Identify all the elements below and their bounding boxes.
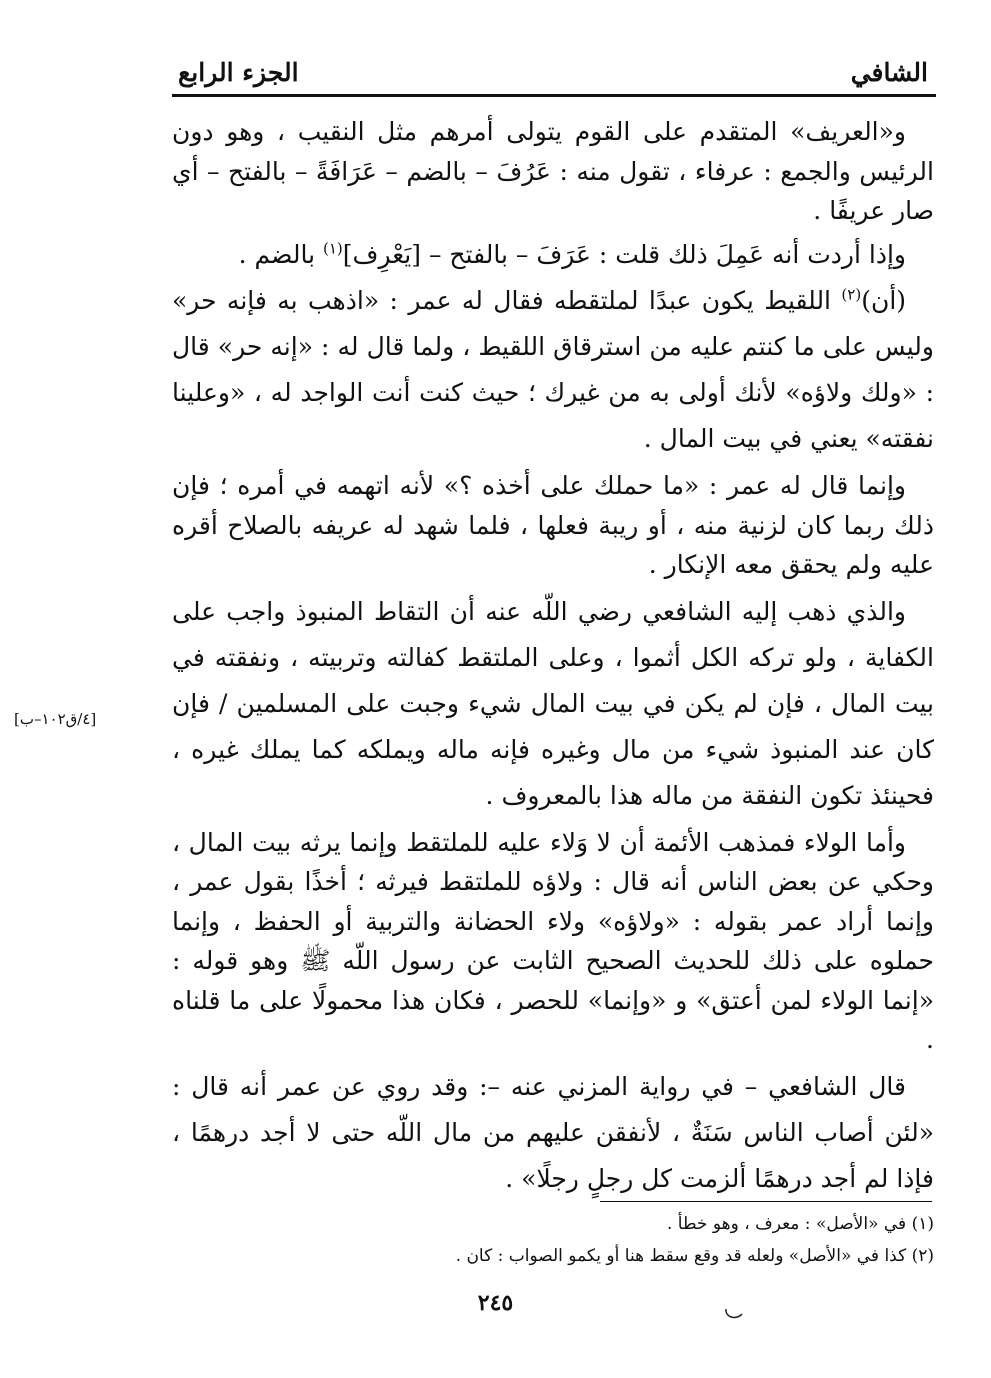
- footnote-2: (٢) كذا في «الأصل» ولعله قد وقع سقط هنا أو يكمو الصواب : كان .: [455, 1246, 934, 1266]
- main-text: [172, 112, 934, 1206]
- paragraph-3-text: اللقيط يكون عبدًا لملتقطه فقال له عمر : «اذهب به فإنه حر» وليس على ما كنتم عليه من استرقاق اللقيط ، ولما قال له : «إنه حر» قال : «ولك ولاؤه» لأنك أولى به من غيرك ؛ حيث كنت أنت الواجد له ، «وعلينا نفقته» يعني في بيت المال .: [172, 286, 934, 453]
- page-number: ٢٤٥: [477, 1290, 514, 1316]
- book-title: الشافي: [850, 58, 928, 87]
- footnote-rule: [600, 1201, 932, 1202]
- paragraph-6: وأما الولاء فمذهب الأئمة أن لا وَلاء عليه للملتقط وإنما يرثه بيت المال ، وحكي عن بعض الناس أنه قال : ولاؤه للملتقط فيرثه ؛ أخذًا بقول عمر ، وإنما أراد عمر بقوله : «ولاؤه» ولاء الحضانة والتربية أو الحفظ ، وإنما حملوه على ذلك للحديث الصحيح الثابت عن رسول اللّه ﷺ وهو قوله : «إنما الولاء لمن أعتق» و «وإنما» للحصر ، فكان هذا محمولًا على ما قلناه .: [172, 827, 934, 1054]
- paragraph-3: [172, 278, 934, 462]
- paragraph-2-tail: بالضم .: [238, 239, 323, 269]
- volume-title: الجزء الرابع: [178, 58, 299, 87]
- header-rule: [172, 94, 936, 97]
- manuscript-folio-note: [٤/ق١٠٢–ب]: [14, 710, 97, 728]
- paragraph-3-lead: (أن): [861, 286, 907, 315]
- footnote-ref-1: (١): [323, 239, 343, 258]
- paragraph-2: [172, 235, 934, 275]
- paragraph-1: و«العريف» المتقدم على القوم يتولى أمرهم مثل النقيب ، وهو دون الرئيس والجمع : عرفاء ، تقول منه : عَرُفَ – بالضم – عَرَافَةً – بالفتح – أي صار عريفًا .: [172, 117, 934, 225]
- paragraph-5: والذي ذهب إليه الشافعي رضي اللّه عنه أن التقاط المنبوذ واجب على الكفاية ، ولو تركه الكل أثموا ، وعلى الملتقط كفالته وتربيته ، ونفقته في بيت المال ، فإن لم يكن في بيت المال شيء وجبت على المسلمين / فإن كان عند المنبوذ شيء من مال وغيره فإنه ماله ويملكه كما يملك غيره ، فحينئذ تكون النفقة من ماله هذا بالمعروف .: [172, 596, 934, 810]
- paragraph-2-text: وإذا أردت أنه عَمِلَ ذلك قلت : عَرَفَ – بالفتح – [يَعْرِف]: [342, 239, 906, 269]
- footnote-ref-2: (٢): [841, 285, 862, 304]
- running-header: [172, 52, 936, 92]
- paragraph-7: قال الشافعي – في رواية المزني عنه –: وقد روي عن عمر أنه قال : «لئن أصاب الناس سَنَةٌ ، لأنفقن عليهم من مال اللّه حتى لا أجد درهمًا ، فإذا لم أجد درهمًا ألزمت كل رجلٍ رجلًا» .: [172, 1071, 934, 1193]
- footnote-1: (١) في «الأصل» : معرف ، وهو خطأ .: [667, 1214, 934, 1234]
- paragraph-4: وإنما قال له عمر : «ما حملك على أخذه ؟» لأنه اتهمه في أمره ؛ فإن ذلك ربما كان لزنية منه ، أو ريبة فعلها ، فلما شهد له عريفه بالصلاح أقره عليه ولم يحقق معه الإنكار .: [172, 471, 934, 579]
- footnotes: [172, 1208, 934, 1272]
- scan-mark-icon: [723, 1306, 745, 1322]
